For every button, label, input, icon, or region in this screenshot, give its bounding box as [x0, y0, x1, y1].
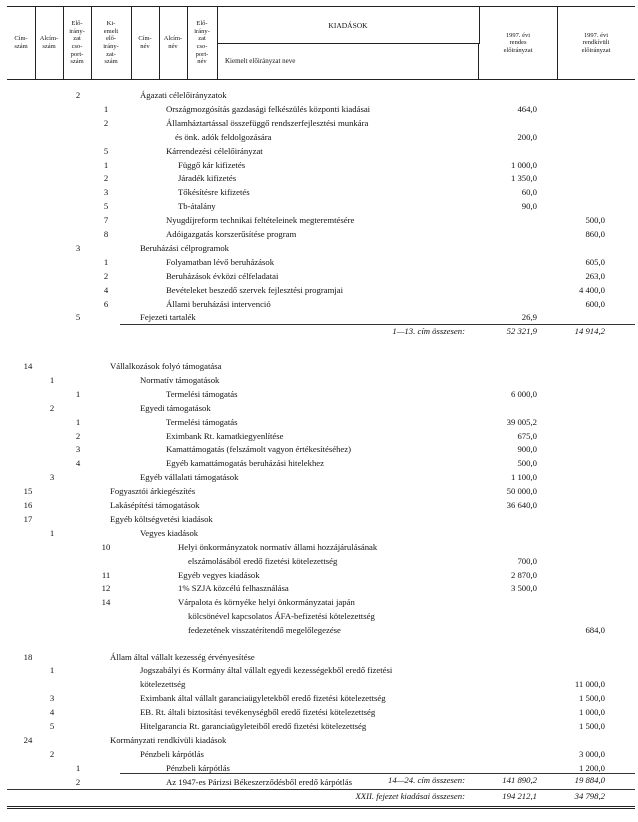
item-name: Hitelgarancia Rt. garanciaügyleteiből eredő fizetési kötelezettség: [140, 721, 367, 732]
table-row: [0, 568, 638, 582]
item-name: Egyéb vállalati támogatások: [140, 472, 239, 483]
table-row: [0, 387, 638, 401]
item-name: Állami beruházási intervenció: [166, 298, 271, 309]
total-rendes-value: 194 212,1: [502, 791, 537, 801]
rendes-value: 1 000,0: [510, 159, 537, 170]
header-cimnev: Cím- név: [131, 7, 160, 79]
item-name: Járadék kifizetés: [178, 173, 237, 184]
subtotal-label: 1—13. cím összesen:: [392, 326, 465, 337]
table-row: [0, 581, 638, 595]
subtotal-row: [0, 324, 638, 338]
cim-number: 16: [23, 500, 33, 511]
item-name: Az 1947-es Párizsi Békeszerződésből eredő kárpótlás: [166, 776, 352, 787]
item-name: Normatív támogatások: [140, 374, 220, 385]
table-row: [0, 213, 638, 227]
table-row: [0, 88, 638, 102]
cim-number: 24: [23, 734, 33, 745]
item-name: Vállalkozások folyó támogatása: [110, 361, 222, 372]
header-kiadasok: KIADÁSOK: [217, 7, 480, 44]
rendes-value: 900,0: [517, 444, 537, 455]
table-row: [0, 526, 638, 540]
rendes-value: 39 005,2: [506, 416, 537, 427]
item-name: fedezetének visszatérítendő megelőlegezése: [188, 625, 341, 636]
cim-number: 18: [23, 651, 33, 662]
item-number: 3: [103, 187, 109, 198]
item-name: Egyéb vegyes kiadások: [178, 569, 260, 580]
cim-number: 15: [23, 486, 33, 497]
table-row: [0, 554, 638, 568]
header-eloiranyzat-csoport-nev: Elő- irány- zat cso- port- név: [187, 7, 218, 79]
header-alcimnev: Alcím- név: [159, 7, 188, 79]
group-number: 2: [75, 430, 81, 441]
table-row: [0, 456, 638, 470]
item-name: Vegyes kiadások: [140, 527, 199, 538]
item-name: kötelezettség: [140, 679, 186, 690]
item-name: Ágazati célelőirányzatok: [140, 90, 227, 100]
item-name: Egyedi támogatások: [140, 402, 211, 413]
table-row: [0, 144, 638, 158]
table-row: [0, 415, 638, 429]
item-name: Állam által vállalt kezesség érvényesítése: [110, 651, 255, 662]
item-name: EB. Rt. általi biztosítási tevékenységből eredő fizetési kötelezettség: [140, 707, 376, 718]
total-rule: [7, 789, 635, 790]
table-row: [0, 158, 638, 172]
rendkivuli-value: 1 000,0: [578, 707, 605, 718]
item-name: Eximbank Rt. kamatkiegyenlítése: [166, 430, 284, 441]
item-number: 2: [103, 117, 109, 128]
rendes-value: 464,0: [517, 103, 537, 114]
item-name: Beruházási célprogramok: [140, 242, 230, 253]
item-name: Kárrendezési célelőirányzat: [166, 145, 263, 156]
table-row: [0, 512, 638, 526]
rendes-value: 60,0: [521, 187, 537, 198]
item-name: Jogszabályi és Kormány által vállalt egyedi kezességekből eredő fizetési: [140, 665, 393, 676]
header-rendkivuli: 1997. évi rendkívüli előirányzat: [581, 31, 611, 54]
table-row: [0, 747, 638, 761]
alcim-number: 1: [49, 527, 55, 538]
item-name: Helyi önkormányzatok normatív állami hozzájárulásának: [178, 541, 378, 552]
group-number: 3: [75, 444, 81, 455]
item-name: Bevételeket beszedő szervek fejlesztési programjai: [166, 284, 344, 295]
item-name: Országmozgósítás gazdasági felkészülés központi kiadásai: [166, 103, 371, 114]
item-name: 1% SZJA közcélú felhasználása: [178, 583, 289, 594]
alcim-number: 2: [49, 748, 55, 759]
rendes-value: 90,0: [521, 201, 537, 212]
item-name: Termelési támogatás: [166, 416, 238, 427]
rendkivuli-value: 3 000,0: [578, 748, 605, 759]
item-name: Beruházások évközi célfeladatai: [166, 270, 279, 281]
item-number: 1: [103, 159, 109, 170]
rendkivuli-value: 860,0: [585, 229, 605, 239]
alcim-number: 3: [49, 693, 55, 704]
table-header: [7, 6, 635, 80]
rendkivuli-value: 1 500,0: [578, 693, 605, 704]
rendkivuli-value: 605,0: [585, 256, 605, 267]
item-number: 12: [101, 583, 111, 594]
rendes-value: 26,9: [521, 312, 537, 323]
table-row: [0, 733, 638, 747]
item-name: Kamattámogatás (felszámolt vagyon értékesítéséhez): [166, 444, 352, 455]
total-rendkivuli-value: 34 798,2: [574, 791, 605, 801]
rendkivuli-value: 4 400,0: [578, 284, 605, 295]
alcim-number: 2: [49, 402, 55, 413]
header-rendes: 1997. évi rendes előirányzat: [479, 7, 558, 79]
rendkivuli-value: 1 200,0: [578, 762, 605, 773]
alcim-number: 1: [49, 374, 55, 385]
item-number: 8: [103, 229, 109, 239]
item-name: és önk. adók feldolgozására: [175, 131, 272, 142]
table-row: [0, 171, 638, 185]
item-number: 7: [103, 215, 109, 226]
rendkivuli-value: 500,0: [585, 215, 605, 226]
total-label: 14—24. cím összesen:: [388, 775, 465, 785]
table-row: [0, 650, 638, 664]
item-name: Kormányzati rendkívüli kiadások: [110, 734, 227, 745]
table-row: [0, 310, 638, 324]
rendkivuli-value: 11 000,0: [574, 679, 605, 690]
item-name: kölcsönével kapcsolatos ÁFA-befizetési kötelezettség: [188, 611, 375, 622]
rendes-value: 675,0: [517, 430, 537, 441]
group-number: 1: [75, 416, 81, 427]
table-row: [0, 199, 638, 213]
item-name: Tőkésítésre kifizetés: [178, 187, 250, 198]
table-row: [0, 227, 638, 241]
table-row: [0, 498, 638, 512]
item-name: Tb-átalány: [178, 201, 216, 212]
item-number: 10: [101, 541, 111, 552]
item-number: 6: [103, 298, 109, 309]
item-number: 2: [103, 270, 109, 281]
item-number: 11: [101, 569, 111, 580]
item-name: Adóigazgatás korszerűsítése program: [166, 229, 297, 239]
table-row: [0, 185, 638, 199]
group-number: 1: [75, 388, 81, 399]
table-row: [0, 484, 638, 498]
table-row: [0, 130, 638, 144]
subtotal-rule: [120, 324, 635, 325]
table-row: [0, 373, 638, 387]
table-row: [0, 359, 638, 373]
group-number: 1: [75, 762, 81, 773]
alcim-number: 4: [49, 707, 55, 718]
table-row: [0, 255, 638, 269]
table-row: [0, 283, 638, 297]
rendes-value: 700,0: [517, 555, 537, 566]
item-name: Egyéb költségvetési kiadások: [110, 513, 213, 524]
table-row: [0, 705, 638, 719]
item-name: Államháztartással összefüggő rendszerfejlesztési munkára: [166, 117, 369, 128]
group-number: 5: [75, 312, 81, 323]
rendes-value: 3 500,0: [510, 583, 537, 594]
item-number: 5: [103, 145, 109, 156]
table-row: [0, 719, 638, 733]
cim-number: 14: [23, 361, 33, 372]
item-name: Folyamatban lévő beruházások: [166, 256, 275, 267]
table-row: [0, 677, 638, 691]
table-row: [0, 429, 638, 443]
rendes-value: 1 100,0: [510, 472, 537, 483]
table-row: [0, 663, 638, 677]
rendes-value: 50 000,0: [506, 486, 537, 497]
rendes-value: 36 640,0: [506, 500, 537, 511]
table-row: [0, 102, 638, 116]
item-name: elszámolásából eredő fizetési kötelezettség: [188, 555, 338, 566]
total-label: XXII. fejezet kiadásai összesen:: [355, 791, 465, 801]
total-rendes-value: 141 890,2: [502, 775, 537, 785]
table-row: [0, 595, 638, 609]
item-name: Termelési támogatás: [166, 388, 238, 399]
rendkivuli-value: 684,0: [585, 625, 605, 636]
rendkivuli-value: 1 500,0: [578, 721, 605, 732]
rendkivuli-value: 600,0: [585, 298, 605, 309]
table-row: [0, 297, 638, 311]
alcim-number: 3: [49, 472, 55, 483]
rendes-value: 6 000,0: [510, 388, 537, 399]
alcim-number: 5: [49, 721, 55, 732]
rendes-value: 52 321,9: [506, 326, 537, 337]
header-kiemelt-nev: Kiemelt előirányzat neve: [217, 43, 479, 79]
table-row: [0, 401, 638, 415]
item-name: Lakásépítési támogatások: [110, 500, 200, 511]
item-number: 1: [103, 256, 109, 267]
rendes-value: 200,0: [517, 131, 537, 142]
total-rendkivuli-value: 19 884,0: [574, 775, 605, 785]
item-number: 1: [103, 103, 109, 114]
group-number: 2: [75, 90, 81, 100]
rendes-value: 2 870,0: [510, 569, 537, 580]
item-name: Várpalota és környéke helyi önkormányzatai japán: [178, 597, 355, 608]
group-number: 4: [75, 458, 81, 469]
table-row: [0, 540, 638, 554]
header-cim: Cím- szám: [7, 7, 36, 79]
item-name: Eximbank által vállalt garanciaügyletekből eredő fizetési kötelezettség: [140, 693, 386, 704]
total-rule: [120, 773, 635, 774]
alcim-number: 1: [49, 665, 55, 676]
total-row: [0, 789, 638, 803]
rendes-value: 500,0: [517, 458, 537, 469]
table-row: [0, 470, 638, 484]
header-eloiranyzat-csoport: Elő- irány- zat cso- port- szám: [63, 7, 92, 79]
header-alcim: Alcím- szám: [35, 7, 64, 79]
item-number: 4: [103, 284, 109, 295]
table-row: [0, 241, 638, 255]
table-row: [0, 269, 638, 283]
item-name: Függő kár kifizetés: [178, 159, 246, 170]
table-row: [0, 609, 638, 623]
item-number: 5: [103, 201, 109, 212]
item-name: Fogyasztói árkiegészítés: [110, 486, 196, 497]
item-name: Nyugdíjreform technikai feltételeinek megteremtésére: [166, 215, 355, 226]
cim-number: 17: [23, 513, 33, 524]
rendkivuli-value: 263,0: [585, 270, 605, 281]
item-name: Pénzbeli kárpótlás: [166, 762, 230, 773]
item-number: 2: [103, 173, 109, 184]
rendkivuli-value: 14 914,2: [574, 326, 605, 337]
rendes-value: 1 350,0: [510, 173, 537, 184]
table-row: [0, 442, 638, 456]
group-number: 2: [75, 776, 81, 787]
total-row: [0, 773, 638, 787]
item-name: Pénzbeli kárpótlás: [140, 748, 204, 759]
item-name: Egyéb kamattámogatás beruházási hitelekhez: [166, 458, 324, 469]
table-row: [0, 691, 638, 705]
bottom-double-rule: [7, 806, 635, 809]
group-number: 3: [75, 242, 81, 253]
table-row: [0, 623, 638, 637]
header-kiemelt: Ki- emelt elő- irány- zat- szám: [91, 7, 132, 79]
item-name: Fejezeti tartalék: [140, 312, 196, 323]
table-row: [0, 116, 638, 130]
item-number: 14: [101, 597, 111, 608]
